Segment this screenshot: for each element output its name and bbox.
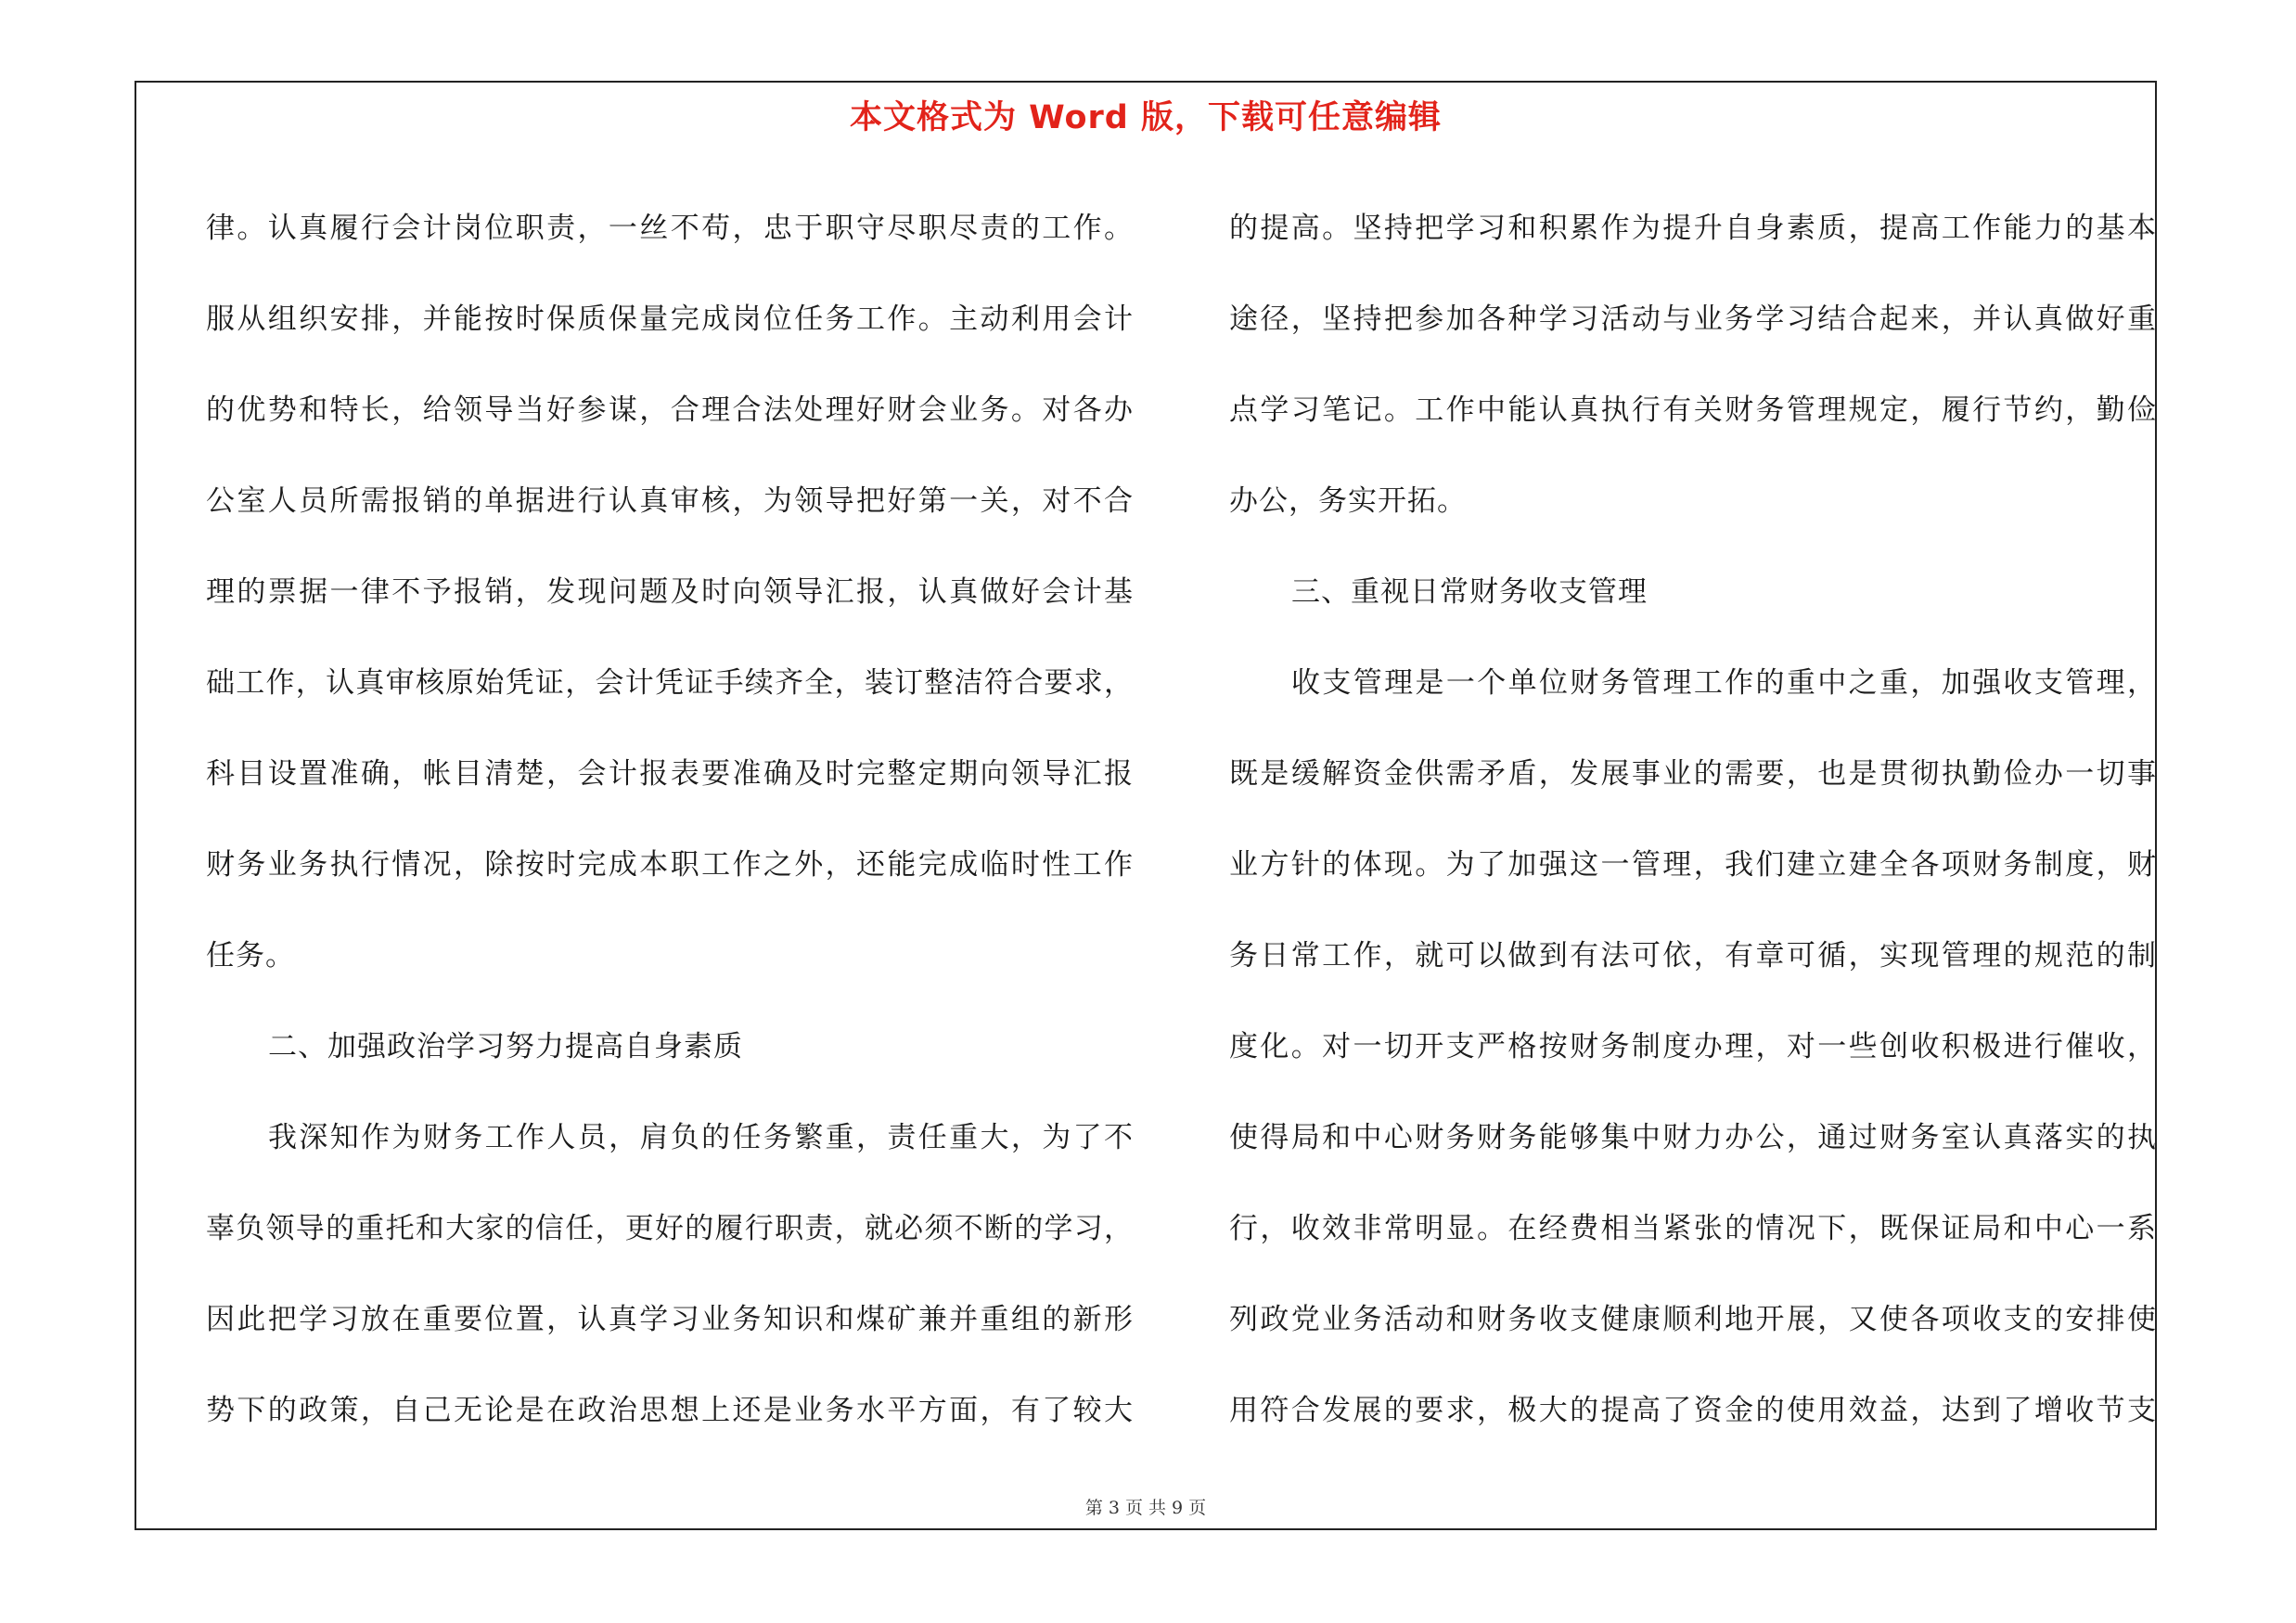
left-column	[206, 183, 1134, 1456]
text-line: 既是缓解资金供需矛盾，发展事业的需要，也是贯彻执勤俭办一切事	[1229, 757, 2157, 791]
text-line: 业方针的体现。为了加强这一管理，我们建立建全各项财务制度，财	[1229, 848, 2157, 882]
text-line: 途径，坚持把参加各种学习活动与业务学习结合起来，并认真做好重	[1229, 303, 2157, 336]
text-line: 我深知作为财务工作人员，肩负的任务繁重，责任重大，为了不	[268, 1121, 1134, 1154]
right-column	[1229, 183, 2157, 1456]
text-line: 辜负领导的重托和大家的信任，更好的履行职责，就必须不断的学习，	[206, 1212, 1134, 1245]
text-line: 础工作，认真审核原始凭证，会计凭证手续齐全，装订整洁符合要求，	[206, 666, 1134, 700]
text-line: 服从组织安排，并能按时保质保量完成岗位任务工作。主动利用会计	[206, 303, 1134, 336]
text-line: 因此把学习放在重要位置，认真学习业务知识和煤矿兼并重组的新形	[206, 1303, 1134, 1336]
word-format-banner: 本文格式为 Word 版，下载可任意编辑	[849, 99, 1443, 136]
text-line: 度化。对一切开支严格按财务制度办理，对一些创收积极进行催收，	[1229, 1030, 2157, 1063]
section-heading-3: 三、重视日常财务收支管理	[1291, 575, 1648, 609]
text-line: 务日常工作，就可以做到有法可依，有章可循，实现管理的规范的制	[1229, 939, 2157, 973]
text-line: 使得局和中心财务财务能够集中财力办公，通过财务室认真落实的执	[1229, 1121, 2157, 1154]
text-line: 科目设置准确，帐目清楚，会计报表要准确及时完整定期向领导汇报	[206, 757, 1134, 791]
text-line: 财务业务执行情况，除按时完成本职工作之外，还能完成临时性工作	[206, 848, 1134, 882]
text-line: 点学习笔记。工作中能认真执行有关财务管理规定，履行节约，勤俭	[1229, 393, 2157, 427]
text-line: 公室人员所需报销的单据进行认真审核，为领导把好第一关，对不合	[206, 484, 1134, 518]
page-number-footer: 第 3 页 共 9 页	[1084, 1498, 1207, 1518]
text-line: 用符合发展的要求，极大的提高了资金的使用效益，达到了增收节支	[1229, 1394, 2157, 1427]
page-frame	[135, 81, 2157, 1530]
text-line: 理的票据一律不予报销，发现问题及时向领导汇报，认真做好会计基	[206, 575, 1134, 609]
text-line: 律。认真履行会计岗位职责，一丝不苟，忠于职守尽职尽责的工作。	[206, 212, 1134, 245]
text-line: 办公，务实开拓。	[1229, 484, 1467, 518]
text-line: 任务。	[206, 939, 295, 973]
text-line: 势下的政策，自己无论是在政治思想上还是业务水平方面，有了较大	[206, 1394, 1134, 1427]
section-heading-2: 二、加强政治学习努力提高自身素质	[268, 1030, 743, 1063]
text-line: 收支管理是一个单位财务管理工作的重中之重，加强收支管理，	[1291, 666, 2157, 700]
text-line: 的优势和特长，给领导当好参谋，合理合法处理好财会业务。对各办	[206, 393, 1134, 427]
text-line: 行，收效非常明显。在经费相当紧张的情况下，既保证局和中心一系	[1229, 1212, 2157, 1245]
text-line: 列政党业务活动和财务收支健康顺利地开展，又使各项收支的安排使	[1229, 1303, 2157, 1336]
text-line: 的提高。坚持把学习和积累作为提升自身素质，提高工作能力的基本	[1229, 212, 2157, 245]
